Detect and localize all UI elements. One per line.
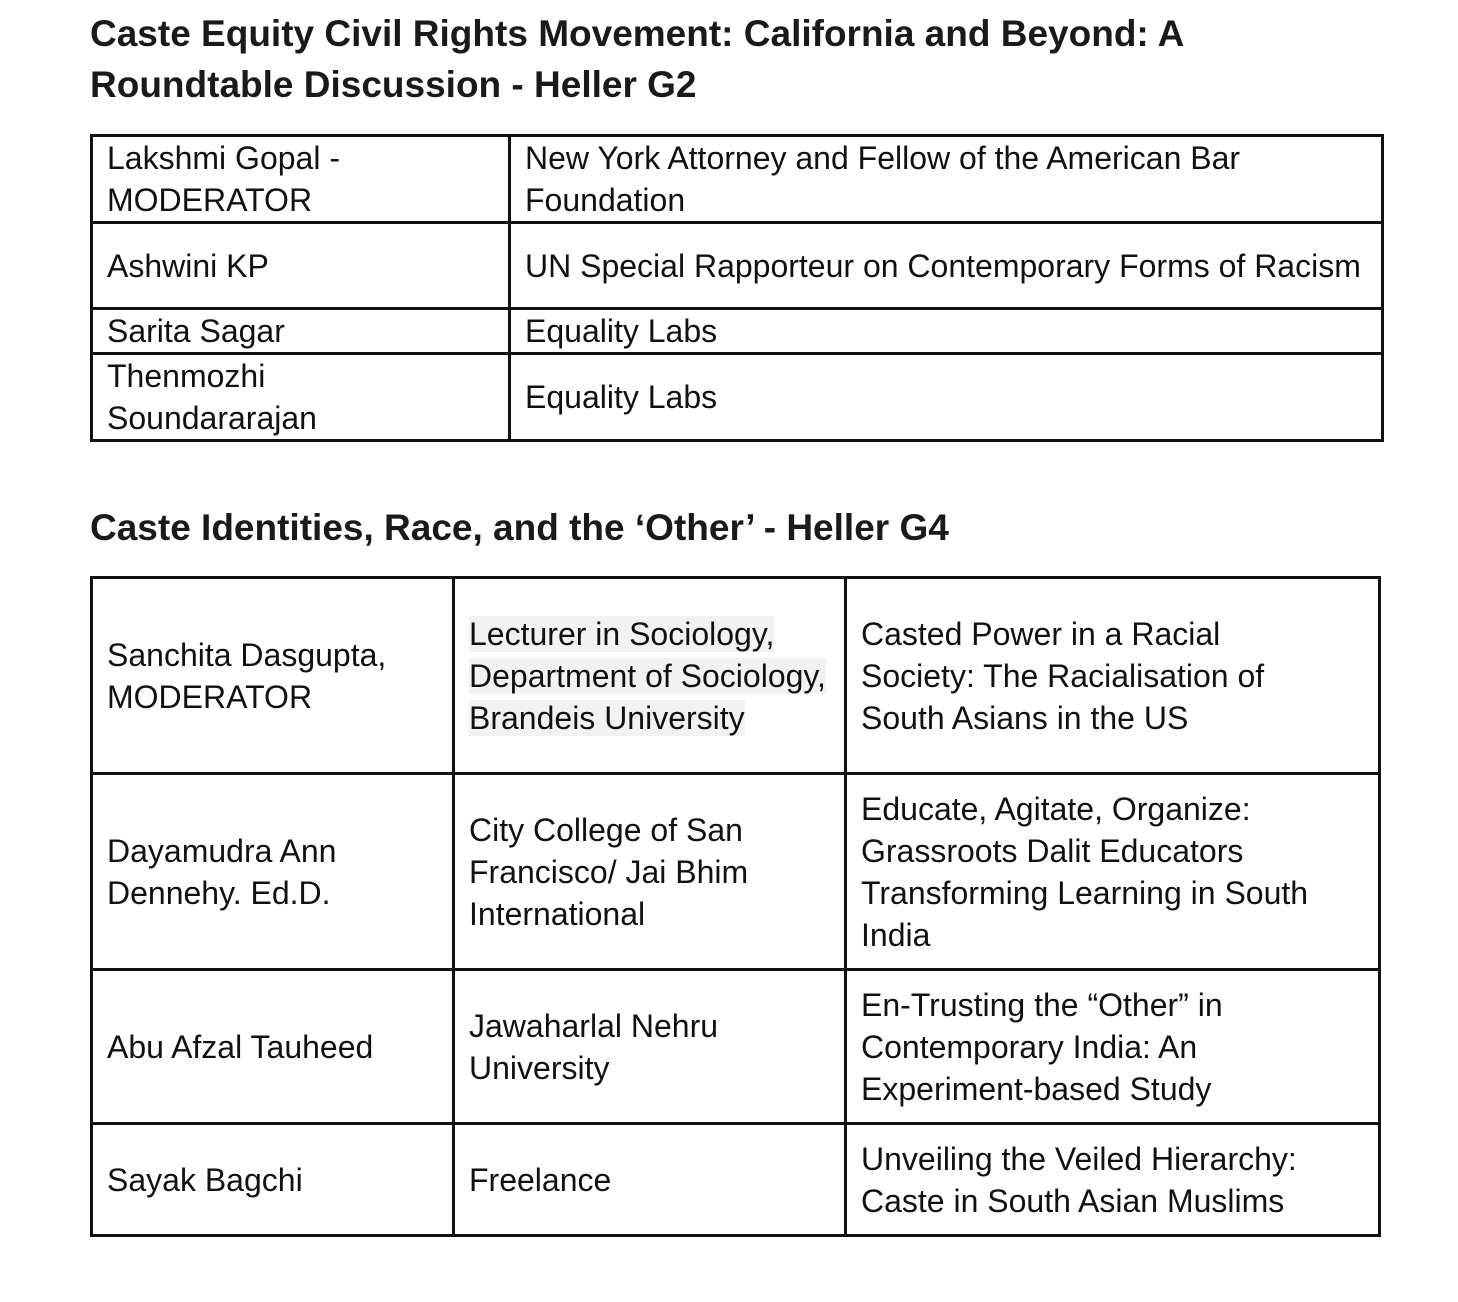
session-1-table xyxy=(90,134,1384,442)
speaker-affiliation: City College of San Francisco/ Jai Bhim International xyxy=(454,774,846,970)
speaker-name: Ashwini KP xyxy=(92,223,510,309)
speaker-name: Sarita Sagar xyxy=(92,309,510,354)
talk-title: Educate, Agitate, Organize: Grassroots Dalit Educators Transforming Learning in South India xyxy=(846,774,1380,970)
table-row xyxy=(92,1124,1380,1236)
speaker-affiliation: New York Attorney and Fellow of the American Bar Foundation xyxy=(510,136,1383,223)
speaker-affiliation: Equality Labs xyxy=(510,354,1383,441)
session-2-title: Caste Identities, Race, and the ‘Other’ - Heller G4 xyxy=(90,507,949,548)
table-row xyxy=(92,136,1383,223)
talk-title: Unveiling the Veiled Hierarchy: Caste in South Asian Muslims xyxy=(846,1124,1380,1236)
speaker-name: Abu Afzal Tauheed xyxy=(92,970,454,1124)
table-row xyxy=(92,309,1383,354)
speaker-affiliation: Freelance xyxy=(454,1124,846,1236)
speaker-name: Lakshmi Gopal - MODERATOR xyxy=(92,136,510,223)
table-row xyxy=(92,223,1383,309)
table-row xyxy=(92,578,1380,774)
talk-title: Casted Power in a Racial Society: The Racialisation of South Asians in the US xyxy=(846,578,1380,774)
speaker-affiliation: UN Special Rapporteur on Contemporary Forms of Racism xyxy=(510,223,1383,309)
speaker-name: Sayak Bagchi xyxy=(92,1124,454,1236)
speaker-affiliation: Equality Labs xyxy=(510,309,1383,354)
session-1-title: Caste Equity Civil Rights Movement: California and Beyond: A Roundtable Discussion - Heller G2 xyxy=(90,13,1183,105)
talk-title: En-Trusting the “Other” in Contemporary India: An Experiment-based Study xyxy=(846,970,1380,1124)
speaker-name: Thenmozhi Soundararajan xyxy=(92,354,510,441)
speaker-affiliation xyxy=(454,578,846,774)
speaker-name: Dayamudra Ann Dennehy. Ed.D. xyxy=(92,774,454,970)
table-row xyxy=(92,354,1383,441)
table-row xyxy=(92,970,1380,1124)
table-row xyxy=(92,774,1380,970)
speaker-name: Sanchita Dasgupta, MODERATOR xyxy=(92,578,454,774)
session-2-table xyxy=(90,576,1381,1237)
speaker-affiliation: Jawaharlal Nehru University xyxy=(454,970,846,1124)
affiliation-text: Lecturer in Sociology, Department of Sociology, Brandeis University xyxy=(469,615,826,736)
